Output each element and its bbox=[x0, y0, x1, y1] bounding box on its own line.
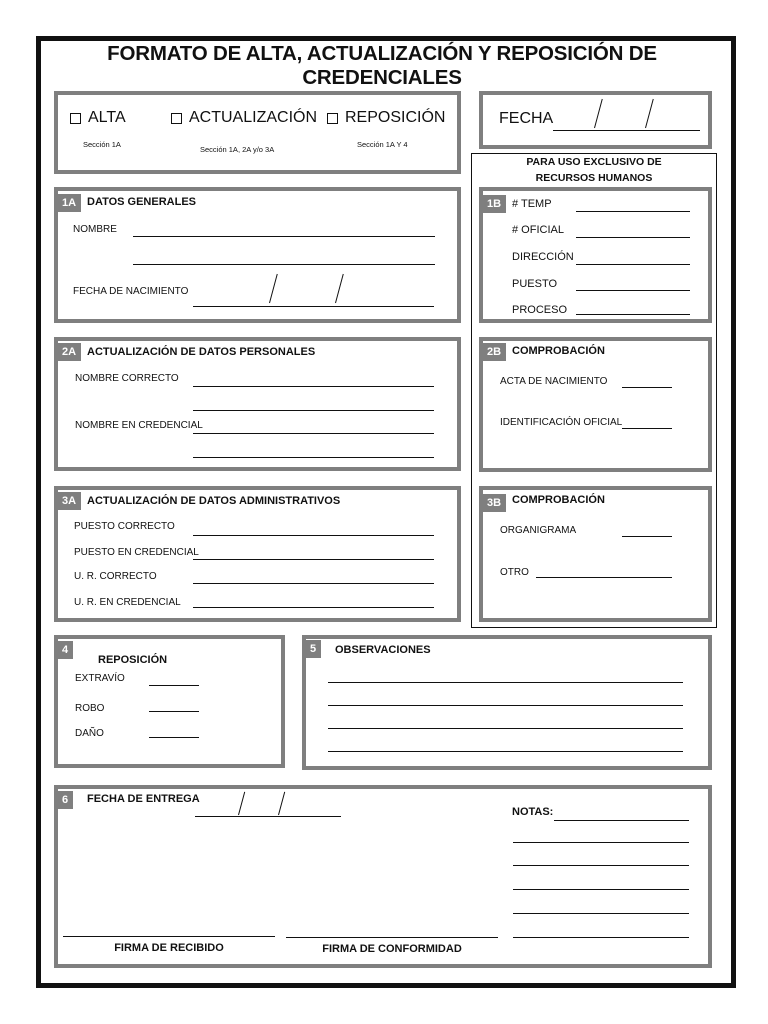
notas-line-3[interactable] bbox=[513, 865, 689, 866]
otro-label: OTRO bbox=[500, 567, 529, 578]
robo-label: ROBO bbox=[75, 703, 105, 714]
notas-line-2[interactable] bbox=[513, 842, 689, 843]
badge-1b: 1B bbox=[482, 195, 506, 213]
extravio-label: EXTRAVÍO bbox=[75, 673, 125, 684]
actualizacion-checkbox[interactable] bbox=[171, 113, 182, 124]
fecha-nacimiento-line[interactable] bbox=[193, 306, 434, 307]
ur-credencial-label: U. R. EN CREDENCIAL bbox=[74, 597, 181, 608]
s2a-title: ACTUALIZACIÓN DE DATOS PERSONALES bbox=[87, 346, 316, 358]
reposicion-note: Sección 1A Y 4 bbox=[357, 140, 408, 149]
proceso-line[interactable] bbox=[576, 314, 690, 315]
observaciones-line-4[interactable] bbox=[328, 751, 683, 752]
type-selection-box bbox=[54, 91, 461, 174]
fecha-entrega-line[interactable] bbox=[195, 816, 341, 817]
observaciones-line-1[interactable] bbox=[328, 682, 683, 683]
badge-1a: 1A bbox=[57, 194, 81, 212]
section-2b-box bbox=[479, 337, 712, 472]
nombre-credencial-line-1[interactable] bbox=[193, 433, 434, 434]
oficial-line[interactable] bbox=[576, 237, 690, 238]
fecha-label: FECHA bbox=[499, 110, 554, 127]
puesto-label: PUESTO bbox=[512, 278, 558, 290]
observaciones-line-3[interactable] bbox=[328, 728, 683, 729]
section-3b-box bbox=[479, 486, 712, 622]
badge-2b: 2B bbox=[482, 343, 506, 361]
rh-header: PARA USO EXCLUSIVO DE RECURSOS HUMANOS bbox=[526, 156, 662, 184]
nombre-line-2[interactable] bbox=[133, 264, 435, 265]
otro-line[interactable] bbox=[536, 577, 672, 578]
robo-line[interactable] bbox=[149, 711, 199, 712]
badge-3b: 3B bbox=[482, 494, 506, 512]
notas-line-5[interactable] bbox=[513, 913, 689, 914]
reposicion-checkbox[interactable] bbox=[327, 113, 338, 124]
notas-line-1[interactable] bbox=[554, 820, 689, 821]
nombre-credencial-label: NOMBRE EN CREDENCIAL bbox=[75, 420, 203, 431]
puesto-credencial-label: PUESTO EN CREDENCIAL bbox=[74, 547, 199, 558]
temp-line[interactable] bbox=[576, 211, 690, 212]
oficial-label: # OFICIAL bbox=[512, 224, 564, 236]
form-title: FORMATO DE ALTA, ACTUALIZACIÓN Y REPOSICIÓN DE CREDENCIALES bbox=[107, 42, 657, 89]
nombre-credencial-line-2[interactable] bbox=[193, 457, 434, 458]
direccion-label: DIRECCIÓN bbox=[512, 251, 574, 263]
section-6-box bbox=[54, 785, 712, 968]
actualizacion-label: ACTUALIZACIÓN bbox=[189, 109, 318, 126]
identificacion-label: IDENTIFICACIÓN OFICIAL bbox=[500, 417, 623, 428]
ur-credencial-line[interactable] bbox=[193, 607, 434, 608]
firma-conformidad-line[interactable] bbox=[286, 937, 498, 938]
nombre-line-1[interactable] bbox=[133, 236, 435, 237]
puesto-line[interactable] bbox=[576, 290, 690, 291]
identificacion-line[interactable] bbox=[622, 428, 672, 429]
badge-6: 6 bbox=[57, 791, 73, 809]
temp-label: # TEMP bbox=[512, 198, 552, 210]
nombre-correcto-line-1[interactable] bbox=[193, 386, 434, 387]
dano-line[interactable] bbox=[149, 737, 199, 738]
notas-label: NOTAS: bbox=[512, 806, 554, 818]
badge-5: 5 bbox=[305, 640, 321, 658]
badge-3a: 3A bbox=[57, 492, 81, 510]
s4-title: REPOSICIÓN bbox=[98, 654, 168, 666]
s6-title: FECHA DE ENTREGA bbox=[87, 793, 200, 805]
reposicion-label: REPOSICIÓN bbox=[345, 109, 446, 126]
notas-line-4[interactable] bbox=[513, 889, 689, 890]
proceso-label: PROCESO bbox=[512, 304, 568, 316]
nombre-correcto-label: NOMBRE CORRECTO bbox=[75, 373, 179, 384]
nombre-correcto-line-2[interactable] bbox=[193, 410, 434, 411]
fecha-nacimiento-label: FECHA DE NACIMIENTO bbox=[73, 286, 189, 297]
extravio-line[interactable] bbox=[149, 685, 199, 686]
ur-correcto-line[interactable] bbox=[193, 583, 434, 584]
acta-line[interactable] bbox=[622, 387, 672, 388]
alta-note: Sección 1A bbox=[83, 140, 121, 149]
puesto-credencial-line[interactable] bbox=[193, 559, 434, 560]
alta-checkbox[interactable] bbox=[70, 113, 81, 124]
acta-label: ACTA DE NACIMIENTO bbox=[500, 376, 608, 387]
puesto-correcto-line[interactable] bbox=[193, 535, 434, 536]
badge-4: 4 bbox=[57, 641, 73, 659]
nombre-label: NOMBRE bbox=[73, 224, 117, 235]
observaciones-line-2[interactable] bbox=[328, 705, 683, 706]
s3b-title: COMPROBACIÓN bbox=[512, 494, 605, 506]
s3a-title: ACTUALIZACIÓN DE DATOS ADMINISTRATIVOS bbox=[87, 495, 341, 507]
actualizacion-note: Sección 1A, 2A y/o 3A bbox=[200, 145, 275, 154]
organigrama-label: ORGANIGRAMA bbox=[500, 525, 577, 536]
direccion-line[interactable] bbox=[576, 264, 690, 265]
s2b-title: COMPROBACIÓN bbox=[512, 345, 605, 357]
badge-2a: 2A bbox=[57, 343, 81, 361]
organigrama-line[interactable] bbox=[622, 536, 672, 537]
s5-title: OBSERVACIONES bbox=[335, 644, 431, 656]
notas-line-6[interactable] bbox=[513, 937, 689, 938]
section-4-box bbox=[54, 635, 285, 768]
firma-recibido-label: FIRMA DE RECIBIDO bbox=[114, 942, 224, 954]
fecha-line[interactable] bbox=[553, 130, 700, 131]
s1a-title: DATOS GENERALES bbox=[87, 196, 196, 208]
ur-correcto-label: U. R. CORRECTO bbox=[74, 571, 157, 582]
firma-conformidad-label: FIRMA DE CONFORMIDAD bbox=[322, 943, 462, 955]
firma-recibido-line[interactable] bbox=[63, 936, 275, 937]
alta-label: ALTA bbox=[88, 109, 126, 126]
puesto-correcto-label: PUESTO CORRECTO bbox=[74, 521, 175, 532]
dano-label: DAÑO bbox=[75, 728, 104, 739]
